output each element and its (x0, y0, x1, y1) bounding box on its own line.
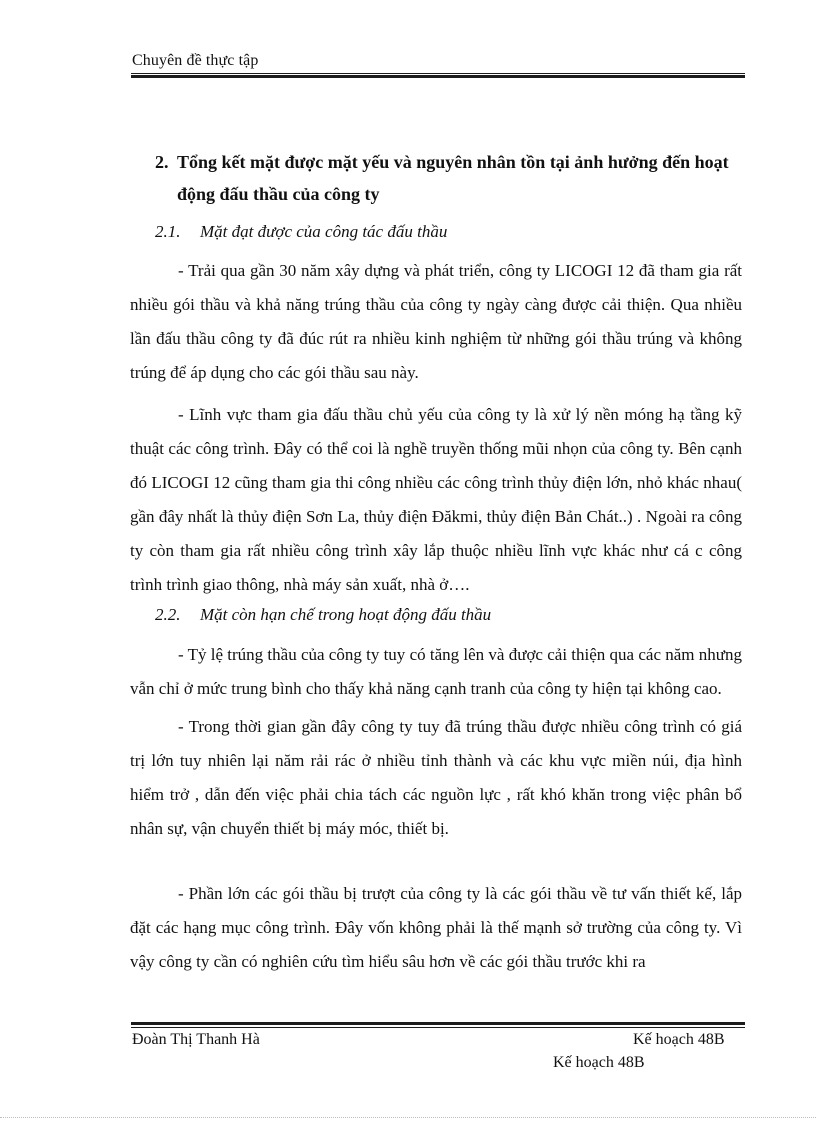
subsection-number: 2.1. (155, 222, 181, 241)
paragraph: - Tỷ lệ trúng thầu của công ty tuy có tăng lên và được cải thiện qua các năm nhưng vẫn chỉ ở mức trung bình cho thấy khả năng cạnh tranh của công ty hiện tại không cao. (130, 645, 742, 698)
section-title-line2: động đấu thầu của công ty (177, 184, 380, 204)
subsection-number: 2.2. (155, 605, 181, 624)
subsection-title: Mặt đạt được của công tác đấu thầu (200, 222, 448, 241)
header-rule-thick (131, 75, 745, 78)
page-header-title: Chuyên đề thực tập (132, 52, 259, 69)
section-title-line1: Tổng kết mặt được mặt yếu và nguyên nhân tồn tại ảnh hưởng đến hoạt (177, 152, 729, 172)
section-heading (155, 146, 745, 210)
paragraph: - Lĩnh vực tham gia đấu thầu chủ yếu của công ty là xử lý nền móng hạ tầng kỹ thuật các công trình. Đây có thể coi là nghề truyền thống mũi nhọn của công ty. Bên cạnh đó LICOGI 12 cũng tham gia thi công nhiều các công trình thủy điện lớn, nhỏ khác nhau( gần đây nhất là thủy điện Sơn La, thủy điện Đăkmi, thủy điện Bản Chát..) . Ngoài ra công ty còn tham gia rất nhiều công trình xây lắp thuộc nhiều lĩnh vực khác như cá c công trình trình giao thông, nhà máy sản xuất, nhà ở…. (130, 405, 742, 594)
page-bottom-edge (0, 1117, 816, 1118)
paragraph: - Trong thời gian gần đây công ty tuy đã trúng thầu được nhiều công trình có giá trị lớn tuy nhiên lại năm rải rác ở nhiều tỉnh thành và các khu vực miền núi, địa hình hiểm trở , dẫn đến việc phải chia tách các nguồn lực , rất khó khăn trong việc phân bổ nhân sự, vận chuyển thiết bị máy móc, thiết bị. (130, 717, 742, 838)
header-rule-thin (131, 73, 745, 74)
footer-class: Kế hoạch 48B (633, 1031, 725, 1048)
footer-class-repeat: Kế hoạch 48B (553, 1054, 645, 1071)
footer-rule-thick (131, 1022, 745, 1025)
subsection-title: Mặt còn hạn chế trong hoạt động đấu thầu (200, 605, 492, 624)
subsection-heading-2-2 (155, 603, 491, 627)
footer-rule-thin (131, 1027, 745, 1028)
section-number: 2. (155, 152, 169, 172)
footer-author: Đoàn Thị Thanh Hà (132, 1031, 260, 1048)
paragraph: - Trải qua gần 30 năm xây dựng và phát triển, công ty LICOGI 12 đã tham gia rất nhiều gói thầu và khả năng trúng thầu của công ty ngày càng được cải thiện. Qua nhiều lần đấu thầu công ty đã đúc rút ra nhiều kinh nghiệm từ những gói thầu trúng và không trúng để áp dụng cho các gói thầu sau này. (130, 261, 742, 382)
section-heading-line1 (155, 146, 745, 178)
subsection-heading-2-1 (155, 220, 447, 244)
paragraph: - Phần lớn các gói thầu bị trượt của công ty là các gói thầu về tư vấn thiết kế, lắp đặt các hạng mục công trình. Đây vốn không phải là thế mạnh sở trường của công ty. Vì vậy công ty cần có nghiên cứu tìm hiểu sâu hơn về các gói thầu trước khi ra (130, 884, 742, 971)
